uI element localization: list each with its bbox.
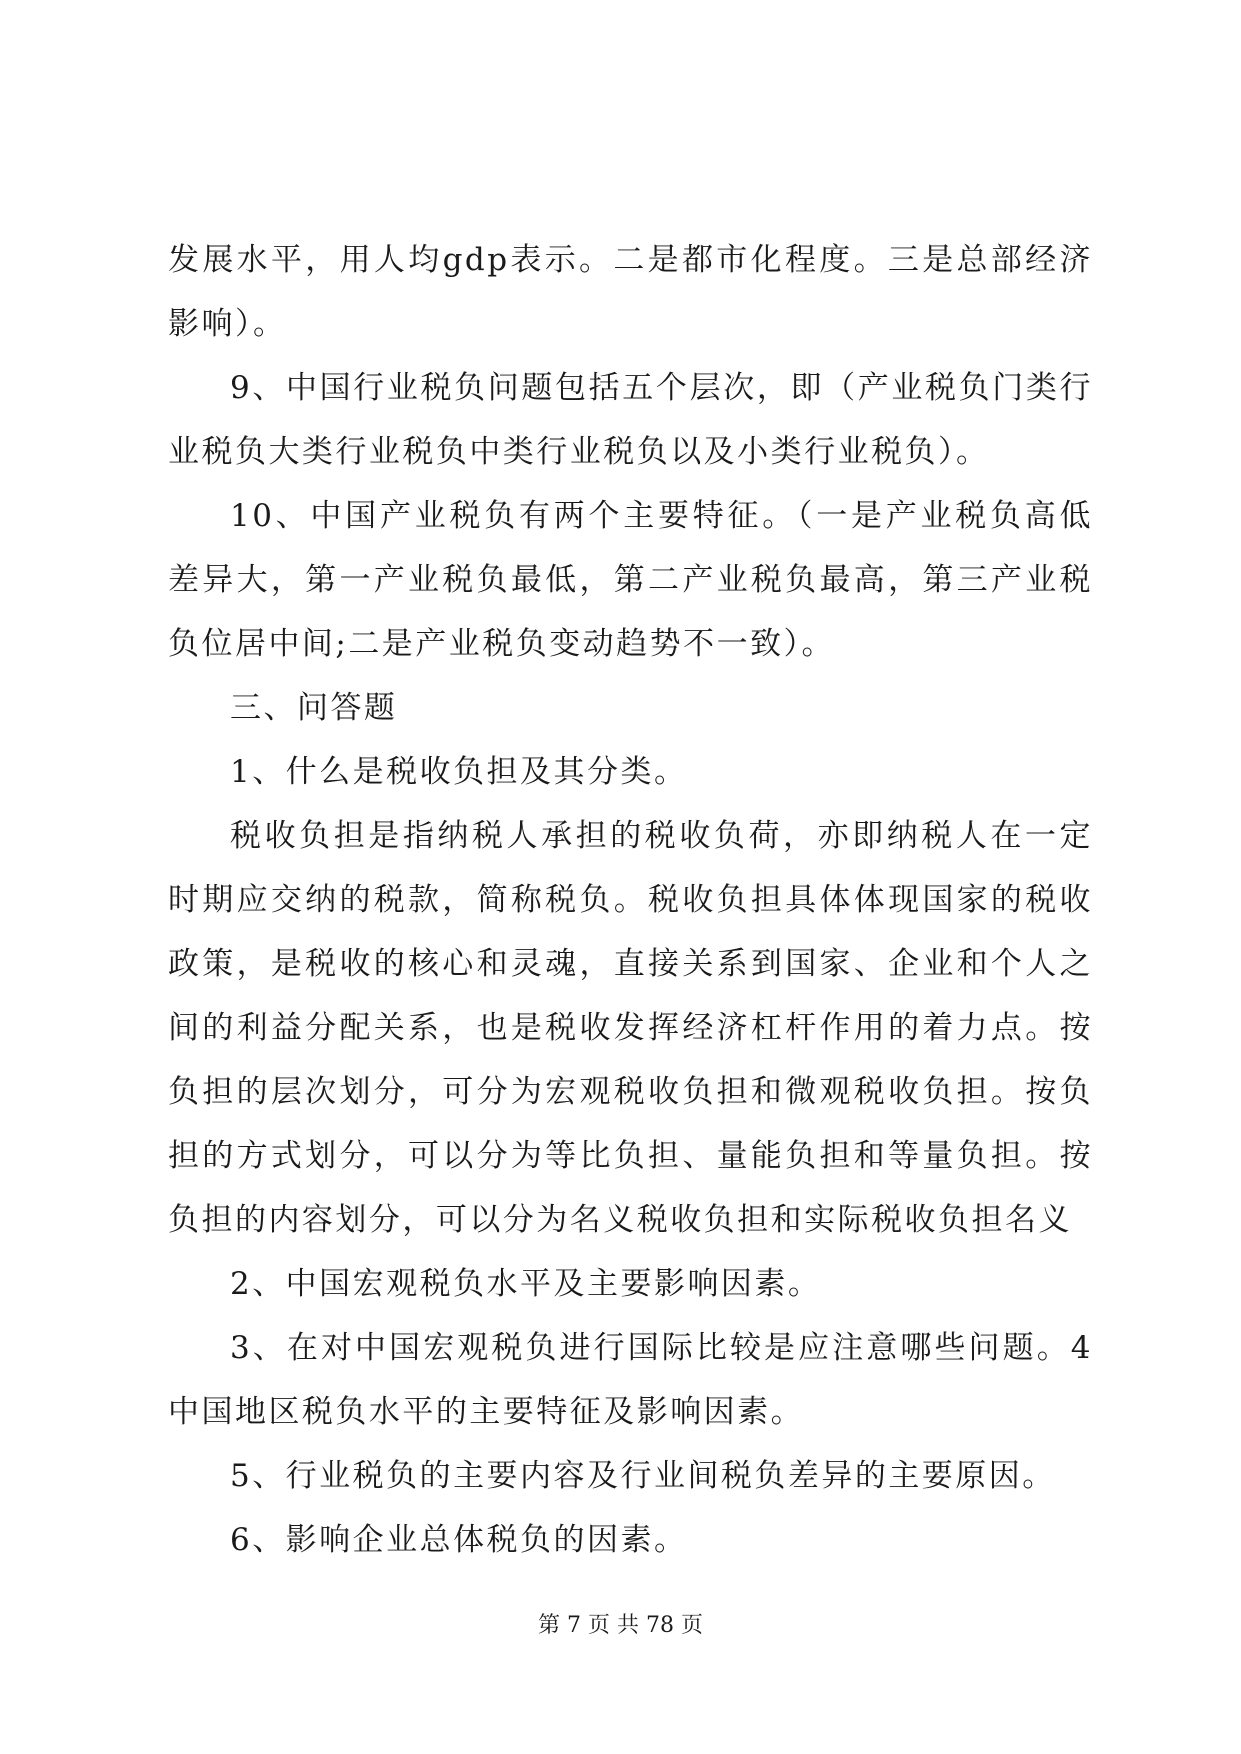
- question-2: 2、中国宏观税负水平及主要影响因素。: [230, 1266, 822, 1302]
- answer-1: 税收负担是指纳税人承担的税收负荷，亦即纳税人在一定时期应交纳的税款，简称税负。税收负担具体体现国家的税收政策，是税收的核心和灵魂，直接关系到国家、企业和个人之间的利益分配关系，也是税收发挥经济杠杆作用的着力点。按负担的层次划分，可分为宏观税收负担和微观税收负担。按负担的方式划分，可以分为等比负担、量能负担和等量负担。按负担的内容划分，可以分为名义税收负担和实际税收负担名义: [168, 818, 1093, 1238]
- paragraph-item-9: 9、中国行业税负问题包括五个层次，即（产业税负门类行业税负大类行业税负中类行业税负以及小类行业税负）。: [168, 370, 1093, 470]
- question-6: 6、影响企业总体税负的因素。: [230, 1522, 688, 1558]
- page-number-label: 第 7 页 共 78 页: [538, 1613, 703, 1638]
- page-footer: [0, 1608, 1241, 1639]
- paragraph-item-10: 10、中国产业税负有两个主要特征。（一是产业税负高低差异大，第一产业税负最低，第二产业税负最高，第三产业税负位居中间;二是产业税负变动趋势不一致）。: [168, 498, 1093, 662]
- section-heading: 三、问答题: [230, 690, 398, 726]
- question-1: 1、什么是税收负担及其分类。: [230, 754, 688, 790]
- question-5: 5、行业税负的主要内容及行业间税负差异的主要原因。: [230, 1458, 1056, 1494]
- question-3: 3、在对中国宏观税负进行国际比较是应注意哪些问题。4中国地区税负水平的主要特征及影响因素。: [168, 1330, 1093, 1430]
- document-body: [168, 228, 1093, 1572]
- paragraph-continuation: 发展水平，用人均gdp表示。二是都市化程度。三是总部经济影响）。: [168, 242, 1093, 342]
